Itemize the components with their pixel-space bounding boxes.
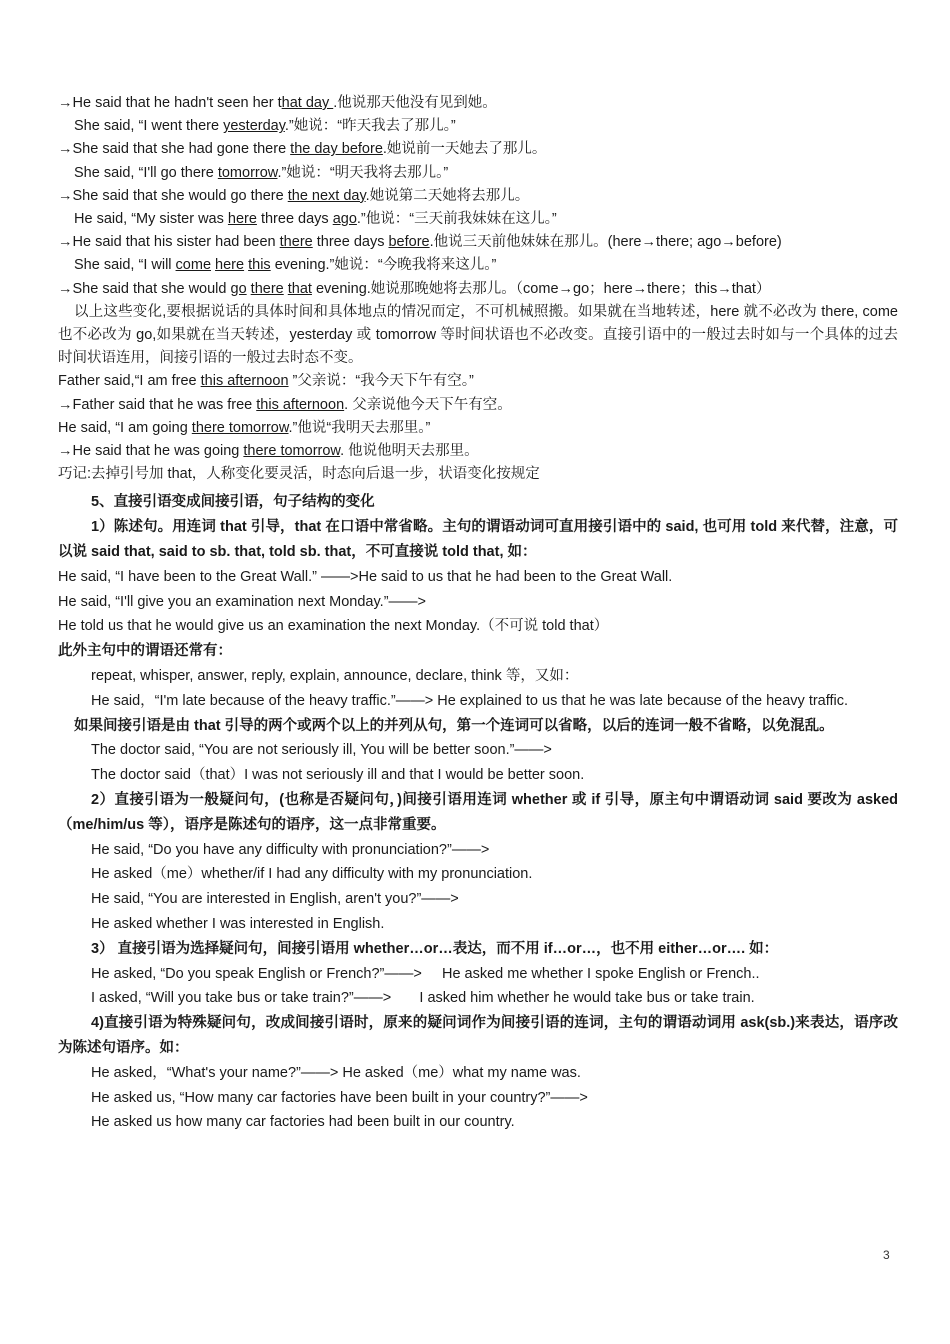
text-line: She said, “I went there yesterday.”她说：“昨天我去了那儿。” bbox=[74, 118, 456, 135]
text-line: →She said that she would go there that evening.她说那晚她将去那儿。（come→go；here→there；this→that） bbox=[58, 280, 771, 297]
mnemonic-line: 巧记:去掉引号加 that，人称变化要灵活，时态向后退一步，状语变化按规定 bbox=[58, 466, 540, 483]
text-line: →He said that he hadn't seen her that day .他说那天他没有见到她。 bbox=[58, 95, 497, 111]
rule-line: 3） 直接引语为选择疑问句，间接引语用 whether…or…表达，而不用 if…or…，也不用 either…or…. 如： bbox=[91, 940, 779, 957]
text-line: She said, “I will come here this evening.”她说：“今晚我将来这儿。” bbox=[74, 257, 497, 274]
text-line: →He said that he was going there tomorrow. 他说他明天去那里。 bbox=[58, 443, 479, 460]
example-line: He said, “I'll give you an examination next Monday.”——> bbox=[58, 593, 426, 610]
text-line: He said, “My sister was here three days ago.”他说：“三天前我妹妹在这儿。” bbox=[74, 211, 557, 228]
rule-paragraph: 1）陈述句。用连词 that 引导，that 在口语中常省略。主句的谓语动词可直用接引语中的 said, 也可用 told 来代替，注意，可以说 said that, said to sb. that, told sb. that，不可直接说 told that, 如： bbox=[58, 519, 898, 561]
example-line: repeat, whisper, answer, reply, explain, announce, declare, think 等，又如： bbox=[91, 668, 579, 685]
text-line: She said, “I'll go there tomorrow.”她说：“明天我将去那儿。” bbox=[74, 164, 449, 181]
example-line: He asked whether I was interested in English. bbox=[91, 916, 385, 932]
text-line: →He said that his sister had been there three days before.他说三天前他妹妹在那儿。(here→there; ago→before) bbox=[58, 234, 782, 251]
example-line: The doctor said（that）I was not seriously ill and that I would be better soon. bbox=[91, 767, 585, 784]
example-line: He said, “Do you have any difficulty with pronunciation?”——> bbox=[91, 841, 490, 858]
example-line: He said, “I have been to the Great Wall.” ——>He said to us that he had been to the Great Wall. bbox=[58, 568, 673, 585]
rule-paragraph: 2）直接引语为一般疑问句，(也称是否疑问句，)间接引语用连词 whether 或 if 引导，原主句中谓语动词 said 要改为 asked（me/him/us 等），语序是陈述句的语序，这一点非常重要。 bbox=[58, 792, 898, 833]
text-line: He said, “I am going there tomorrow.”他说“我明天去那里。” bbox=[58, 419, 431, 436]
text-line: →She said that she had gone there the day before.她说前一天她去了那儿。 bbox=[58, 141, 547, 158]
rule-paragraph: 4)直接引语为特殊疑问句，改成间接引语时，原来的疑问词作为间接引语的连词，主句的谓语动词用 ask(sb.)来表达，语序改为陈述句语序。如： bbox=[58, 1015, 898, 1056]
example-line: He asked（me）whether/if I had any difficulty with my pronunciation. bbox=[91, 866, 533, 883]
section-heading: 5、直接引语变成间接引语，句子结构的变化 bbox=[91, 494, 375, 511]
example-line: I asked, “Will you take bus or take train?”——> I asked him whether he would take bus or take train. bbox=[91, 990, 755, 1007]
example-line: He asked us, “How many car factories have been built in your country?”——> bbox=[91, 1089, 588, 1106]
example-line: He told us that he would give us an examination the next Monday.（不可说 told that） bbox=[58, 618, 609, 635]
example-line: He asked us how many car factories had been built in our country. bbox=[91, 1114, 515, 1131]
text-line: →Father said that he was free this afternoon. 父亲说他今天下午有空。 bbox=[58, 396, 512, 413]
document-page bbox=[58, 92, 898, 1135]
example-paragraph: He said，“I'm late because of the heavy traffic.”——> He explained to us that he was late because of the heavy traffic. bbox=[91, 692, 849, 709]
example-line: He asked，“What's your name?”——> He asked（me）what my name was. bbox=[91, 1064, 581, 1081]
example-line: He asked, “Do you speak English or French?”——> He asked me whether I spoke English or French.. bbox=[91, 965, 760, 982]
rule-paragraph: 如果间接引语是由 that 引导的两个或两个以上的并列从句，第一个连词可以省略，以后的连词一般不省略，以免混乱。 bbox=[74, 717, 834, 734]
rule-line: 此外主句中的谓语还常有： bbox=[58, 643, 232, 660]
text-line: →She said that she would go there the next day.她说第二天她将去那儿。 bbox=[58, 187, 530, 204]
page-number: 3 bbox=[883, 1248, 890, 1262]
example-line: He said, “You are interested in English, aren't you?”——> bbox=[91, 891, 459, 908]
text-line: Father said,“I am free this afternoon ”父亲说：“我今天下午有空。” bbox=[58, 373, 474, 390]
paragraph: 以上这些变化,要根据说话的具体时间和具体地点的情况而定，不可机械照搬。如果就在当地转述，here 就不必改为 there, come 也不必改为 go,如果就在当天转述，yesterday 或 tomorrow 等时间状语也不必改变。直接引语中的一般过去时如与一个具体的过去时间状语连用，间接引语的一般过去时态不变。 bbox=[58, 303, 898, 367]
example-line: The doctor said, “You are not seriously ill, You will be better soon.”——> bbox=[91, 742, 552, 759]
